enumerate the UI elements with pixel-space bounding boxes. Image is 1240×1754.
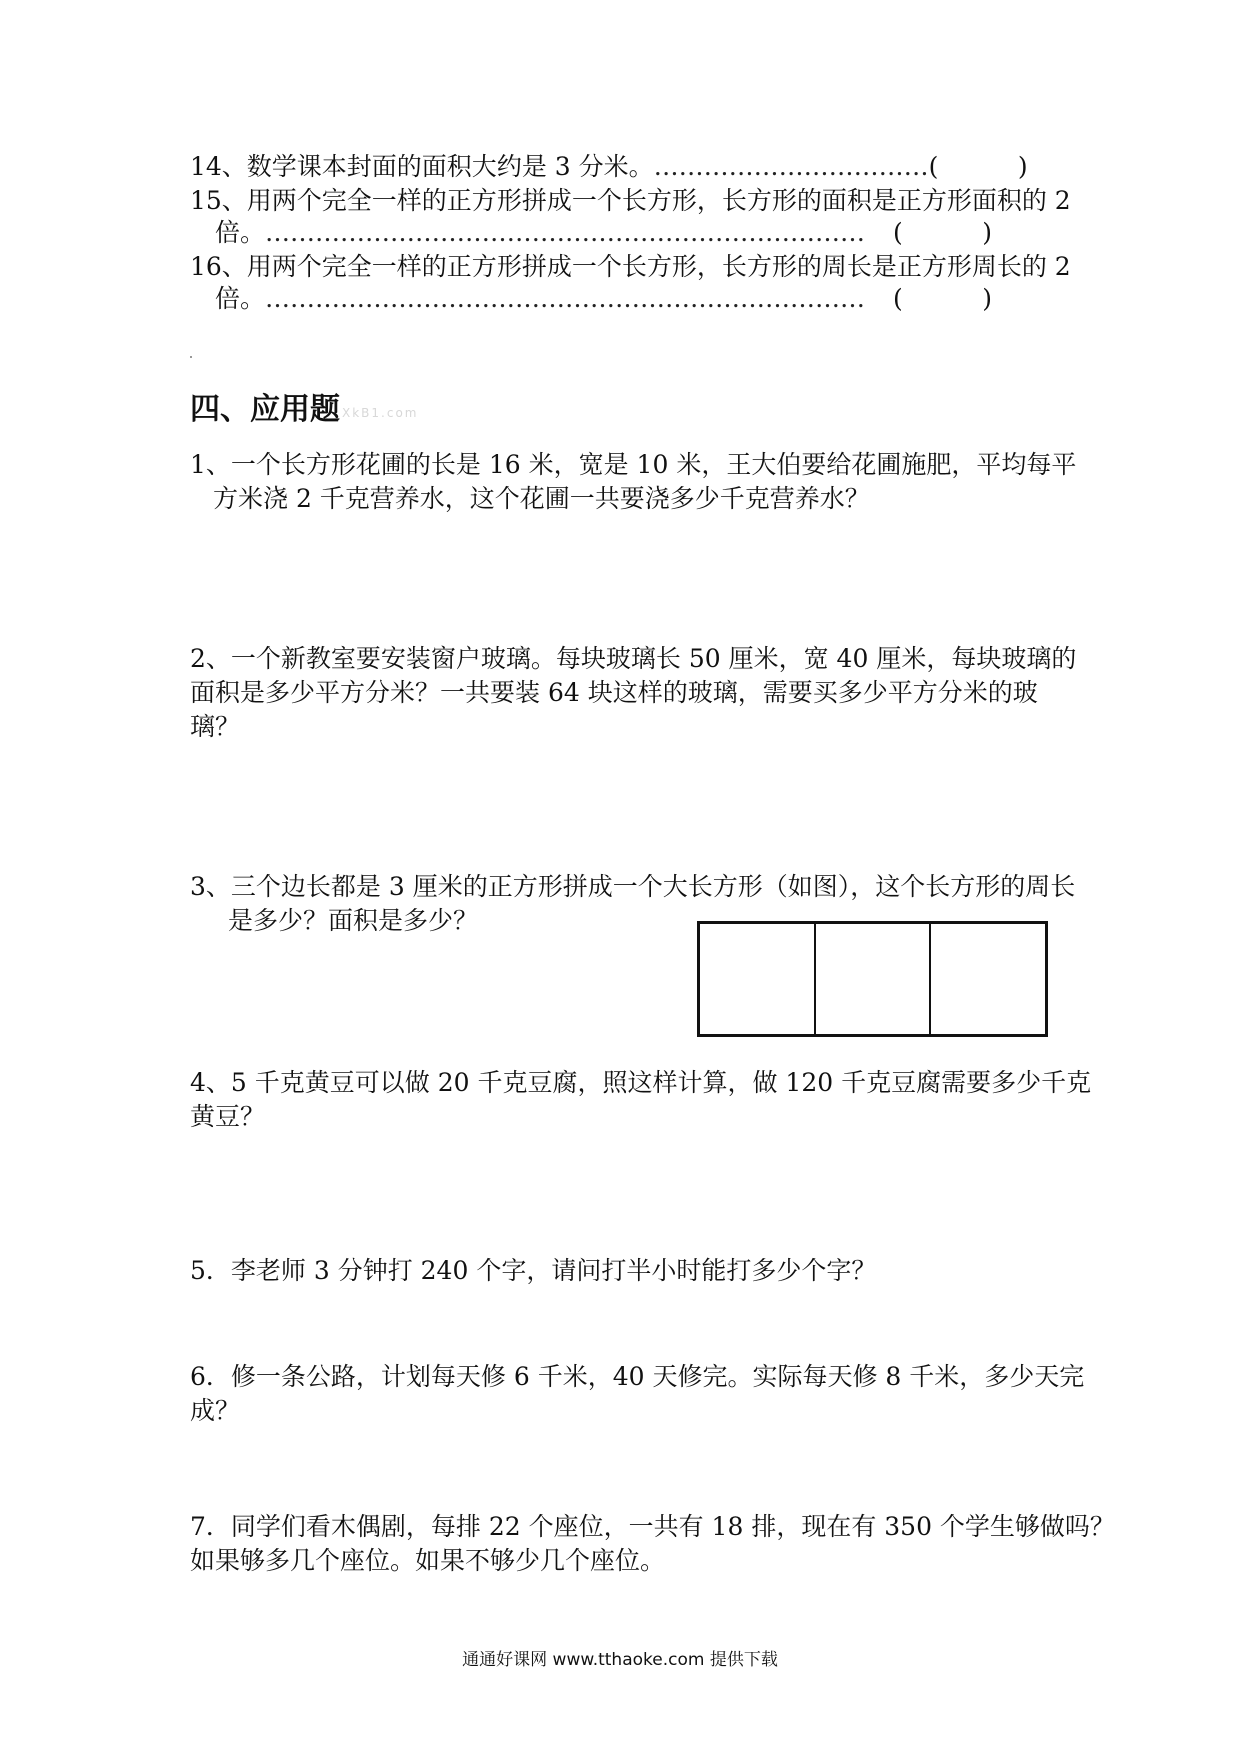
scan-speck xyxy=(190,356,192,358)
problem-1-line2: 方米浇 2 千克营养水，这个花圃一共要浇多少千克营养水？ xyxy=(213,484,870,513)
tf-item-16-line1: 16、用两个完全一样的正方形拼成一个长方形，长方形的周长是正方形周长的 2 xyxy=(190,252,1071,281)
problem-3-line2: 是多少？面积是多少？ xyxy=(228,906,479,935)
tf-14-dots: …………………………… xyxy=(653,152,929,181)
problem-2-line2: 面积是多少平方分米？一共要装 64 块这样的玻璃，需要买多少平方分米的玻 xyxy=(190,678,1038,707)
watermark: XkB1.com xyxy=(342,406,419,420)
problem-2-line3: 璃？ xyxy=(190,712,241,741)
problem-7-line1: 7．同学们看木偶剧，每排 22 个座位，一共有 18 排，现在有 350 个学生够做吗？ xyxy=(190,1512,1115,1541)
tf-16-dots: ……………………………………………………………… xyxy=(265,284,866,313)
section-title: 四、应用题 xyxy=(190,392,340,427)
problem-7-line2: 如果够多几个座位。如果不够少几个座位。 xyxy=(190,1546,666,1575)
tf-15-dots: ……………………………………………………………… xyxy=(265,218,866,247)
problem-4-line2: 黄豆？ xyxy=(190,1102,266,1131)
tf-15-answer-blank[interactable]: ( ) xyxy=(893,218,992,247)
tf-item-15-line1: 15、用两个完全一样的正方形拼成一个长方形，长方形的面积是正方形面积的 2 xyxy=(190,186,1071,215)
problem-1-line1: 1、一个长方形花圃的长是 16 米，宽是 10 米，王大伯要给花圃施肥，平均每平 xyxy=(190,450,1077,479)
footer-credit: 通通好课网 www.tthaoke.com 提供下载 xyxy=(462,1650,778,1670)
tf-14-answer-blank[interactable]: ( ) xyxy=(928,152,1028,181)
square-1 xyxy=(700,924,816,1034)
square-3 xyxy=(931,924,1045,1034)
problem-2-line1: 2、一个新教室要安装窗户玻璃。每块玻璃长 50 厘米，宽 40 厘米，每块玻璃的 xyxy=(190,644,1077,673)
problem-4-line1: 4、5 千克黄豆可以做 20 千克豆腐，照这样计算，做 120 千克豆腐需要多少千克 xyxy=(190,1068,1092,1097)
tf-16-answer-blank[interactable]: ( ) xyxy=(893,284,992,313)
square-2 xyxy=(816,924,932,1034)
problem-6-line2: 成？ xyxy=(190,1396,241,1425)
tf-item-14 xyxy=(190,150,1028,184)
problem-5-line1: 5．李老师 3 分钟打 240 个字，请问打半小时能打多少个字？ xyxy=(190,1256,877,1285)
tf-item-15-line2 xyxy=(215,216,992,250)
problem-3-line1: 3、三个边长都是 3 厘米的正方形拼成一个大长方形（如图），这个长方形的周长 xyxy=(190,872,1076,901)
tf-14-text: 14、数学课本封面的面积大约是 3 分米。 xyxy=(190,152,654,181)
problem-6-line1: 6．修一条公路，计划每天修 6 千米，40 天修完。实际每天修 8 千米，多少天完 xyxy=(190,1362,1085,1391)
three-squares-figure xyxy=(697,921,1048,1037)
tf-16-cont: 倍。 xyxy=(215,284,266,313)
tf-item-16-line2 xyxy=(215,282,992,316)
tf-15-cont: 倍。 xyxy=(215,218,266,247)
